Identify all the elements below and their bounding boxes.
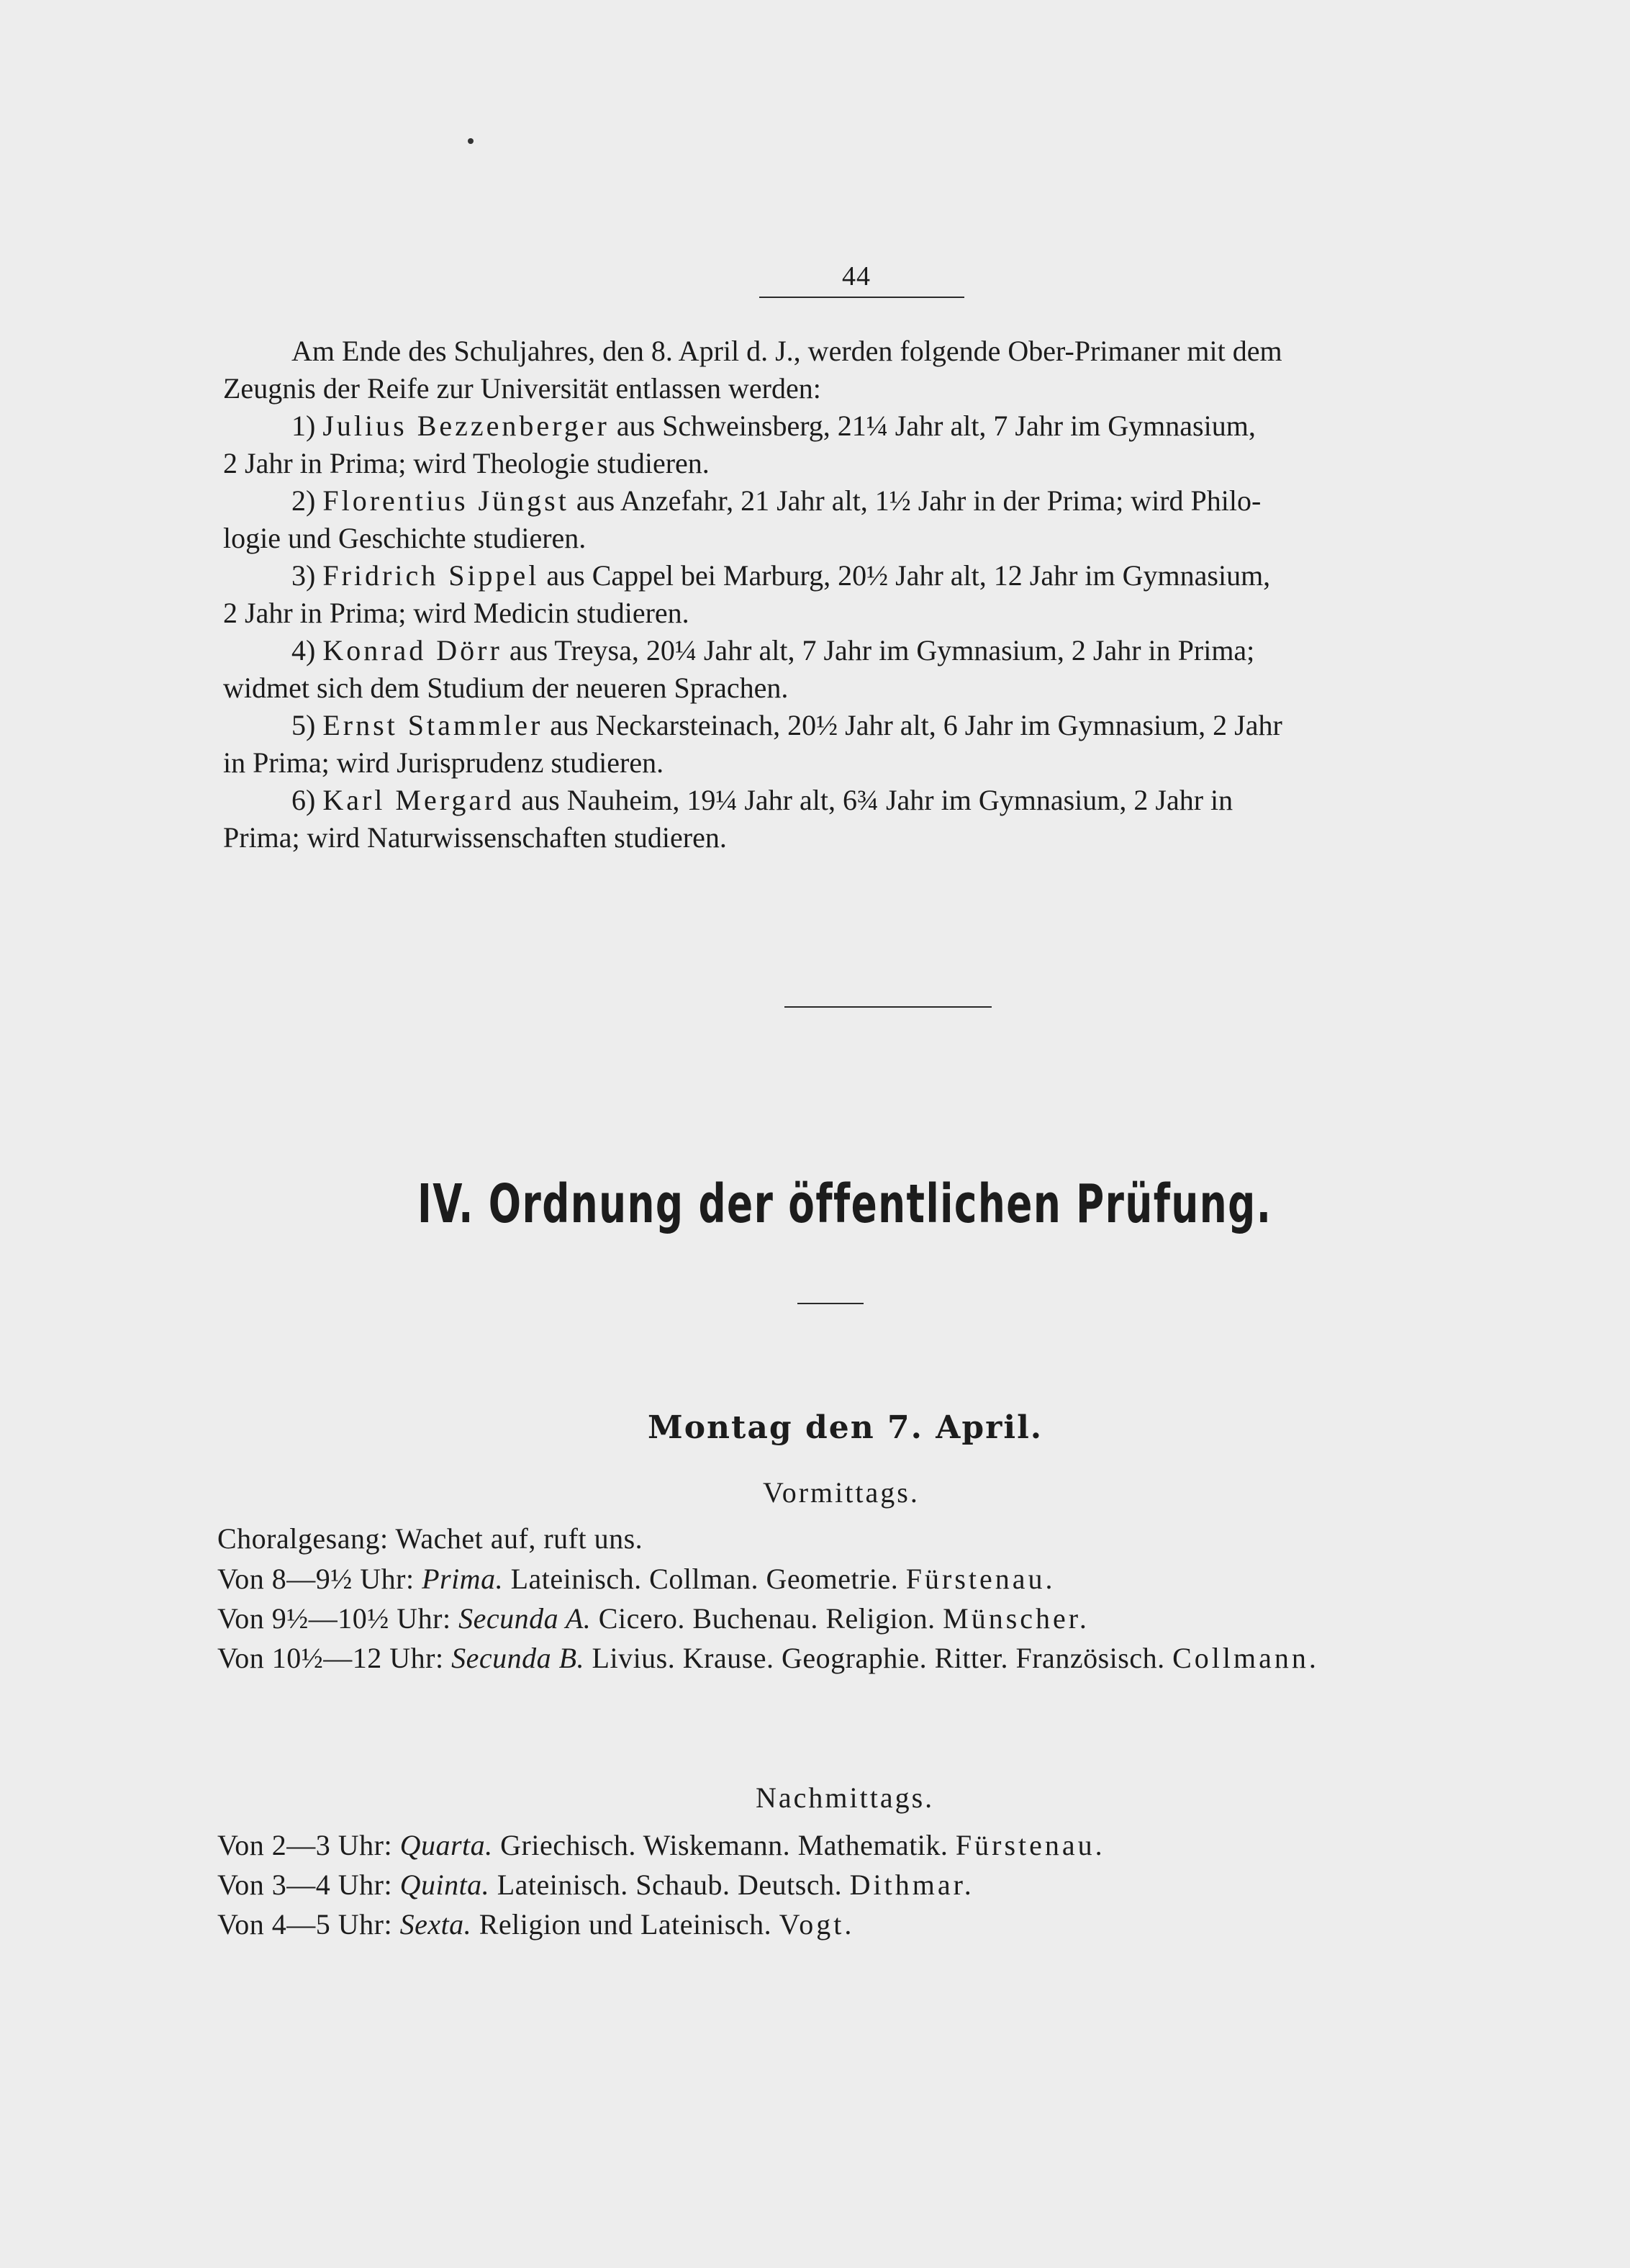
schedule-time: Von 3—4 Uhr: (217, 1869, 393, 1901)
schedule-teacher: Dithmar. (849, 1869, 974, 1901)
student-details: aus Schweinsberg, 21¼ Jahr alt, 7 Jahr im Gymnasium, (616, 410, 1256, 442)
schedule-class: Sexta. (399, 1908, 472, 1941)
student-number: 2) (291, 484, 316, 517)
schedule-row (217, 1601, 1090, 1635)
schedule-row (217, 1641, 1319, 1675)
schedule-subjects: Griechisch. Wiskemann. Mathematik. (500, 1829, 948, 1861)
morning-label: Vormittags. (763, 1476, 920, 1509)
schedule-row (217, 1828, 1105, 1862)
schedule-subjects: Livius. Krause. Geographie. Ritter. Französisch. (592, 1642, 1165, 1674)
schedule-class: Secunda A. (458, 1602, 592, 1635)
afternoon-label: Nachmittags. (756, 1781, 935, 1814)
schedule-class: Prima. (422, 1563, 504, 1595)
ink-speck (468, 138, 474, 144)
schedule-class: Quinta. (399, 1869, 490, 1901)
schedule-time: Von 8—9½ Uhr: (217, 1563, 415, 1595)
schedule-subjects: Lateinisch. Collman. Geometrie. (510, 1563, 899, 1595)
student-name: Florentius Jüngst (322, 484, 569, 517)
student-entry (223, 482, 1490, 557)
student-details: aus Neckarsteinach, 20½ Jahr alt, 6 Jahr im Gymnasium, 2 Jahr (550, 709, 1282, 741)
student-details-cont: logie und Geschichte studieren. (223, 522, 587, 554)
student-number: 3) (291, 559, 316, 592)
section-divider (784, 1006, 992, 1008)
schedule-teacher: Münscher. (943, 1602, 1090, 1635)
student-details-cont: 2 Jahr in Prima; wird Theologie studieren. (223, 447, 710, 479)
student-details: aus Anzefahr, 21 Jahr alt, 1½ Jahr in der Prima; wird Philo- (576, 484, 1262, 517)
student-details: aus Nauheim, 19¼ Jahr alt, 6¾ Jahr im Gymnasium, 2 Jahr in (521, 784, 1233, 816)
schedule-subjects: Lateinisch. Schaub. Deutsch. (497, 1869, 843, 1901)
schedule-row (217, 1868, 974, 1902)
schedule-teacher: Vogt. (779, 1908, 855, 1941)
student-name: Ernst Stammler (322, 709, 543, 741)
student-details-cont: 2 Jahr in Prima; wird Medicin studieren. (223, 597, 689, 629)
schedule-time: Von 10½—12 Uhr: (217, 1642, 444, 1674)
student-entry (223, 707, 1490, 782)
student-details-cont: Prima; wird Naturwissenschaften studieren. (223, 821, 727, 854)
student-details: aus Treysa, 20¼ Jahr alt, 7 Jahr im Gymnasium, 2 Jahr in Prima; (509, 634, 1255, 667)
student-number: 6) (291, 784, 316, 816)
student-name: Karl Mergard (322, 784, 515, 816)
student-entry (223, 557, 1490, 632)
student-number: 5) (291, 709, 316, 741)
student-number: 1) (291, 410, 316, 442)
schedule-class: Quarta. (399, 1829, 493, 1861)
day-heading: Montag den 7. April. (648, 1409, 1043, 1446)
schedule-time: Von 4—5 Uhr: (217, 1908, 393, 1941)
intro-paragraph (223, 333, 1490, 407)
schedule-time: Von 9½—10½ Uhr: (217, 1602, 451, 1635)
schedule-time: Von 2—3 Uhr: (217, 1829, 393, 1861)
intro-line-2: Zeugnis der Reife zur Universität entlassen werden: (223, 372, 821, 405)
student-name: Julius Bezzenberger (322, 410, 610, 442)
student-entry (223, 782, 1490, 857)
page-number: 44 (842, 261, 871, 292)
schedule-teacher: Fürstenau. (905, 1563, 1056, 1595)
student-name: Konrad Dörr (322, 634, 502, 667)
schedule-teacher: Fürstenau. (955, 1829, 1105, 1861)
schedule-teacher: Collmann. (1172, 1642, 1319, 1674)
student-entry (223, 407, 1490, 482)
choral-line: Choralgesang: Wachet auf, ruft uns. (217, 1522, 643, 1555)
section-heading: IV. Ordnung der öffentlichen Prüfung. (417, 1173, 1272, 1235)
schedule-row (217, 1562, 1056, 1596)
schedule-row (217, 1907, 854, 1941)
heading-underline (797, 1303, 864, 1304)
intro-line-1: Am Ende des Schuljahres, den 8. April d. J., werden folgende Ober-Primaner mit dem (291, 335, 1282, 367)
student-number: 4) (291, 634, 316, 667)
student-details-cont: widmet sich dem Studium der neueren Sprachen. (223, 672, 789, 704)
student-name: Fridrich Sippel (322, 559, 540, 592)
schedule-subjects: Religion und Lateinisch. (479, 1908, 772, 1941)
student-details: aus Cappel bei Marburg, 20½ Jahr alt, 12 Jahr im Gymnasium, (546, 559, 1271, 592)
student-entry (223, 632, 1490, 707)
schedule-subjects: Cicero. Buchenau. Religion. (598, 1602, 936, 1635)
student-details-cont: in Prima; wird Jurisprudenz studieren. (223, 746, 664, 779)
schedule-class: Secunda B. (451, 1642, 585, 1674)
header-rule (759, 297, 964, 298)
